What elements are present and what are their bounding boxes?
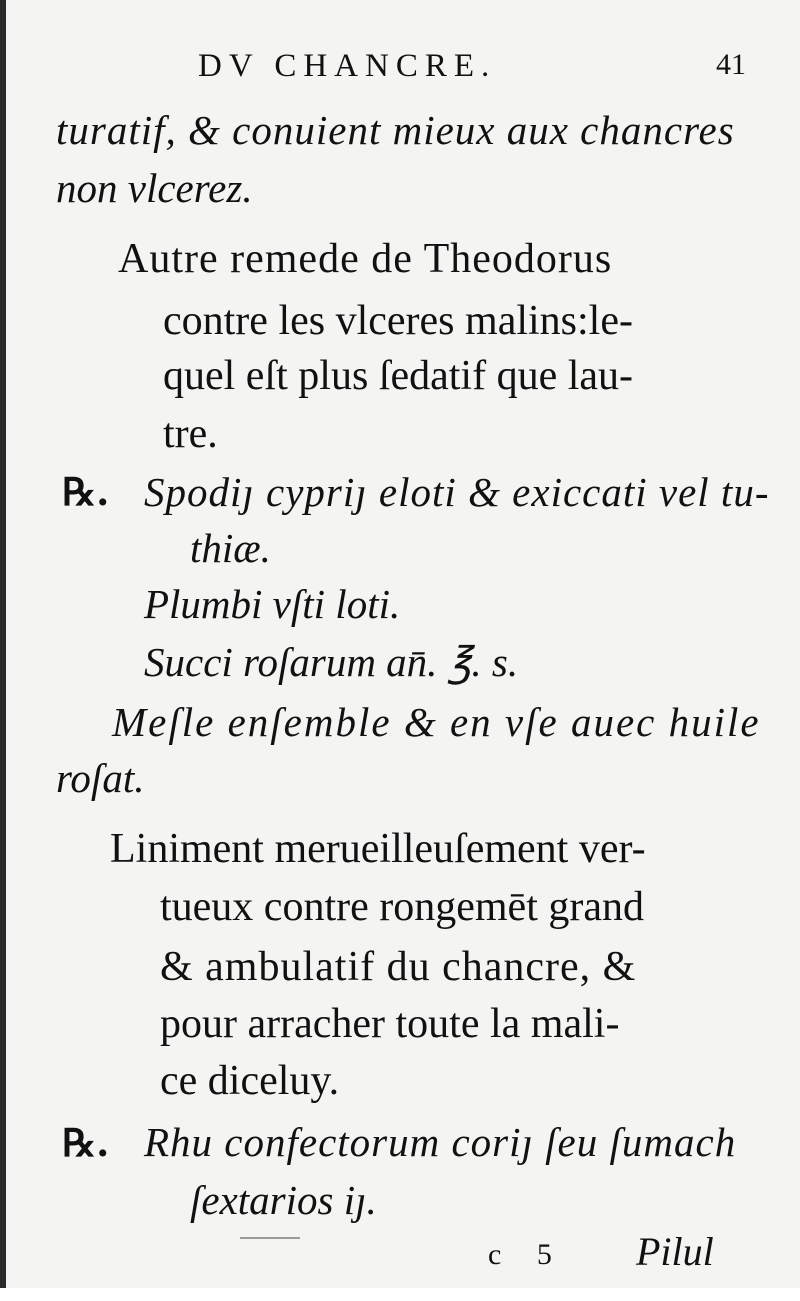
text-line-10: Succi roſarum an̄. ℥. s. [144,639,519,685]
text-line-14: tueux contre rongemēt grand [160,884,644,930]
page-number: 41 [716,48,746,81]
recipe-mark-2: ℞. [62,1120,110,1165]
recipe-mark-1: ℞. [62,469,110,514]
text-line-17: ce diceluy. [160,1058,340,1104]
text-line-4: contre les vlceres malins:le- [163,298,633,344]
text-line-9: Plumbi vſti loti. [144,581,401,627]
text-line-1: turatif, & conuient mieux aux chancres [56,107,735,153]
running-title: DV CHANCRE. [198,48,497,84]
signature-mark: c 5 [488,1238,566,1271]
text-line-5: quel eſt plus ſedatif que lau- [163,353,634,399]
text-line-13: Liniment merueilleuſement ver- [110,826,646,872]
text-line-2: non vlcerez. [56,165,253,211]
text-line-11: Meſle enſemble & en vſe auec huile [112,699,761,745]
text-line-15: & ambulatif du chancre, & [160,944,637,990]
text-line-19: ſextarios iȷ. [190,1177,377,1223]
text-line-3: Autre remede de Theodorus [118,236,613,282]
text-line-8: thiæ. [190,525,271,571]
page-edge-shadow [0,0,6,1301]
text-line-16: pour arracher toute la mali- [160,1001,620,1047]
text-line-12: roſat. [56,755,145,801]
text-line-6: tre. [163,411,218,457]
text-line-18: Rhu confectorum coriȷ ſeu ſumach [144,1119,737,1165]
ink-rule [240,1237,300,1239]
catchword: Pilul [636,1229,714,1274]
text-line-7: Spodiȷ cypriȷ eloti & exiccati vel tu- [144,469,770,515]
page-bottom-margin [0,1288,800,1301]
